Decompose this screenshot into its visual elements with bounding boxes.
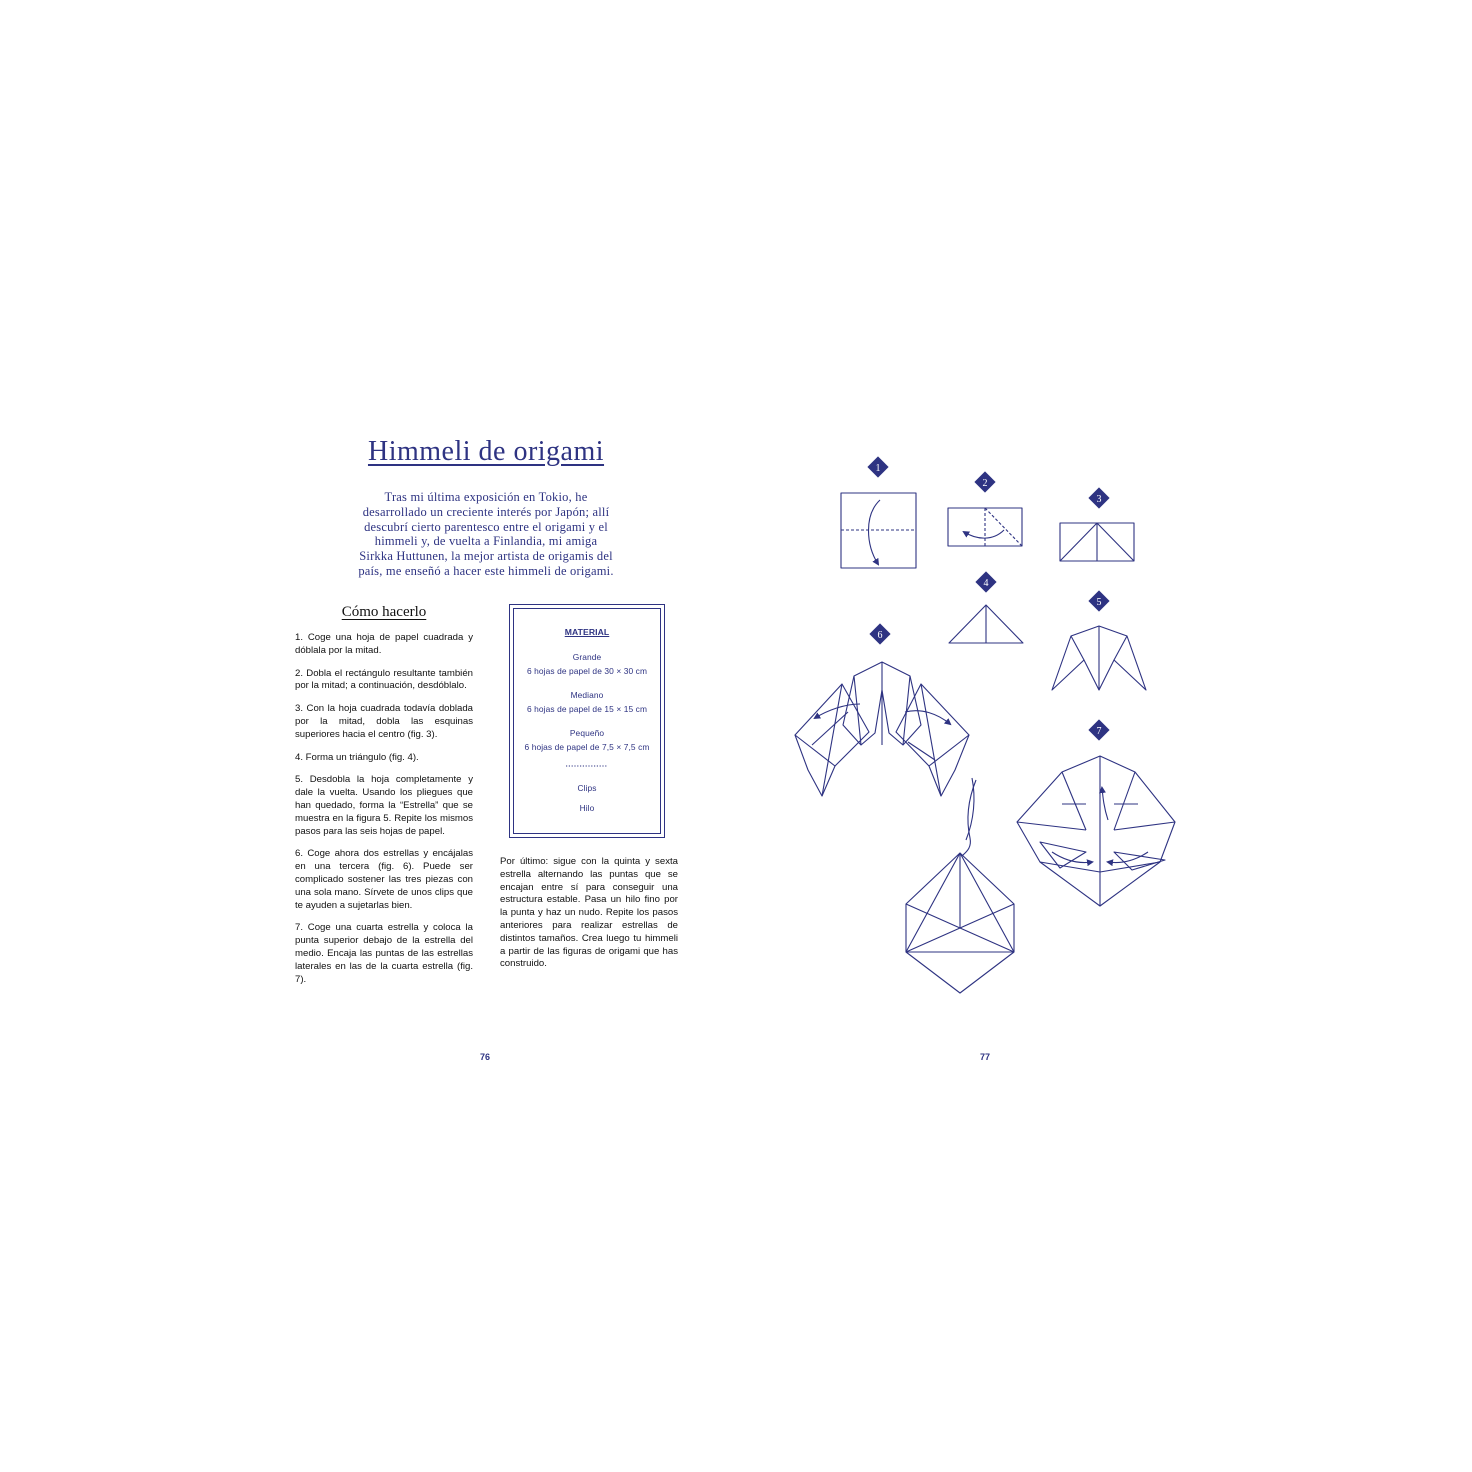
- step-1: 1. Coge una hoja de papel cuadrada y dóblala por la mitad.: [295, 632, 473, 656]
- step-3: 3. Con la hoja cuadrada todavía doblada por la mitad, dobla las esquinas superiores hacia el centro (fig. 3).: [295, 703, 473, 740]
- figure-label-3: [1088, 487, 1109, 508]
- material-heading: MATERIAL: [564, 627, 610, 637]
- page-title: Himmeli de origami: [367, 436, 605, 467]
- figure-labels: [867, 456, 1109, 740]
- material-hilo: Hilo: [579, 803, 595, 813]
- page-number-left: 76: [480, 1052, 491, 1062]
- figure-6-three-stars: [795, 662, 969, 796]
- material-mediano-text: 6 hojas de papel de 15 × 15 cm: [526, 704, 648, 714]
- material-pequeno-text: 6 hojas de papel de 7,5 × 7,5 cm: [524, 742, 650, 752]
- figure-label-6: [869, 623, 890, 644]
- howto-heading: Cómo hacerlo: [341, 604, 427, 620]
- figure-3-corners-fold: [1060, 523, 1134, 561]
- figure-label-1-text: 1: [875, 463, 881, 474]
- material-grande-label: Grande: [572, 652, 602, 662]
- material-pequeno-label: Pequeño: [569, 728, 605, 738]
- figure-7-assembled-stars: [1017, 756, 1175, 906]
- figure-4-triangle: [949, 605, 1023, 643]
- figure-hanging-ornament: [906, 778, 1014, 993]
- figure-label-7-text: 7: [1096, 726, 1102, 737]
- final-paragraph: Por último: sigue con la quinta y sexta estrella alternando las puntas que se encajan entre sí para conseguir una estructura estable. Pasa un hilo fino por la punta y haz un nudo. Repite los pasos anteriores para realizar estrellas de distintos tamaños. Crea luego tu himmeli a partir de las figuras de origami que has construido.: [500, 856, 678, 970]
- step-7: 7. Coge una cuarta estrella y coloca la punta superior debajo de la estrella del medio. Encaja las puntas de las estrellas laterales en las de la cuarta estrella (fig. 7).: [295, 922, 473, 985]
- figure-label-1: [867, 456, 888, 477]
- material-clips: Clips: [577, 783, 597, 793]
- material-grande-text: 6 hojas de papel de 30 × 30 cm: [526, 666, 648, 676]
- figure-label-2-text: 2: [982, 478, 988, 489]
- figure-label-5: [1088, 590, 1109, 611]
- step-6: 6. Coge ahora dos estrellas y encájalas en una tercera (fig. 6). Puede ser complicado sostener las tres piezas con una sola mano. Sírvete de unos clips que te ayuden a sujetarlas bien.: [295, 848, 473, 911]
- figure-label-4: [975, 571, 996, 592]
- figure-label-7: [1088, 719, 1109, 740]
- figure-label-2: [974, 471, 995, 492]
- intro-paragraph: Tras mi última exposición en Tokio, he desarrollado un creciente interés por Japón; allí descubrí cierto parentesco entre el origami y el himmeli y, de vuelta a Finlandia, mi amiga Sirkka Huttunen, la mejor artista de origamis del país, me enseñó a hacer este himmeli de origami.: [358, 490, 614, 578]
- figure-label-5-text: 5: [1096, 597, 1102, 608]
- figure-label-6-text: 6: [877, 630, 883, 641]
- page-number-right: 77: [980, 1052, 991, 1062]
- step-5: 5. Desdobla la hoja completamente y dale la vuelta. Usando los pliegues que han quedado, forma la “Estrella” que se muestra en la figura 5. Repite los mismos pasos para las seis hojas de papel.: [295, 774, 473, 837]
- figure-label-3-text: 3: [1096, 494, 1102, 505]
- step-4: 4. Forma un triángulo (fig. 4).: [295, 751, 419, 763]
- figure-5-star: [1052, 626, 1146, 690]
- step-2: 2. Dobla el rectángulo resultante también por la mitad; a continuación, desdóblalo.: [295, 667, 473, 692]
- figure-2-rectangle-fold: [948, 508, 1022, 546]
- material-mediano-label: Mediano: [570, 690, 604, 700]
- figure-1-square-fold: [841, 493, 916, 568]
- figure-label-4-text: 4: [983, 578, 989, 589]
